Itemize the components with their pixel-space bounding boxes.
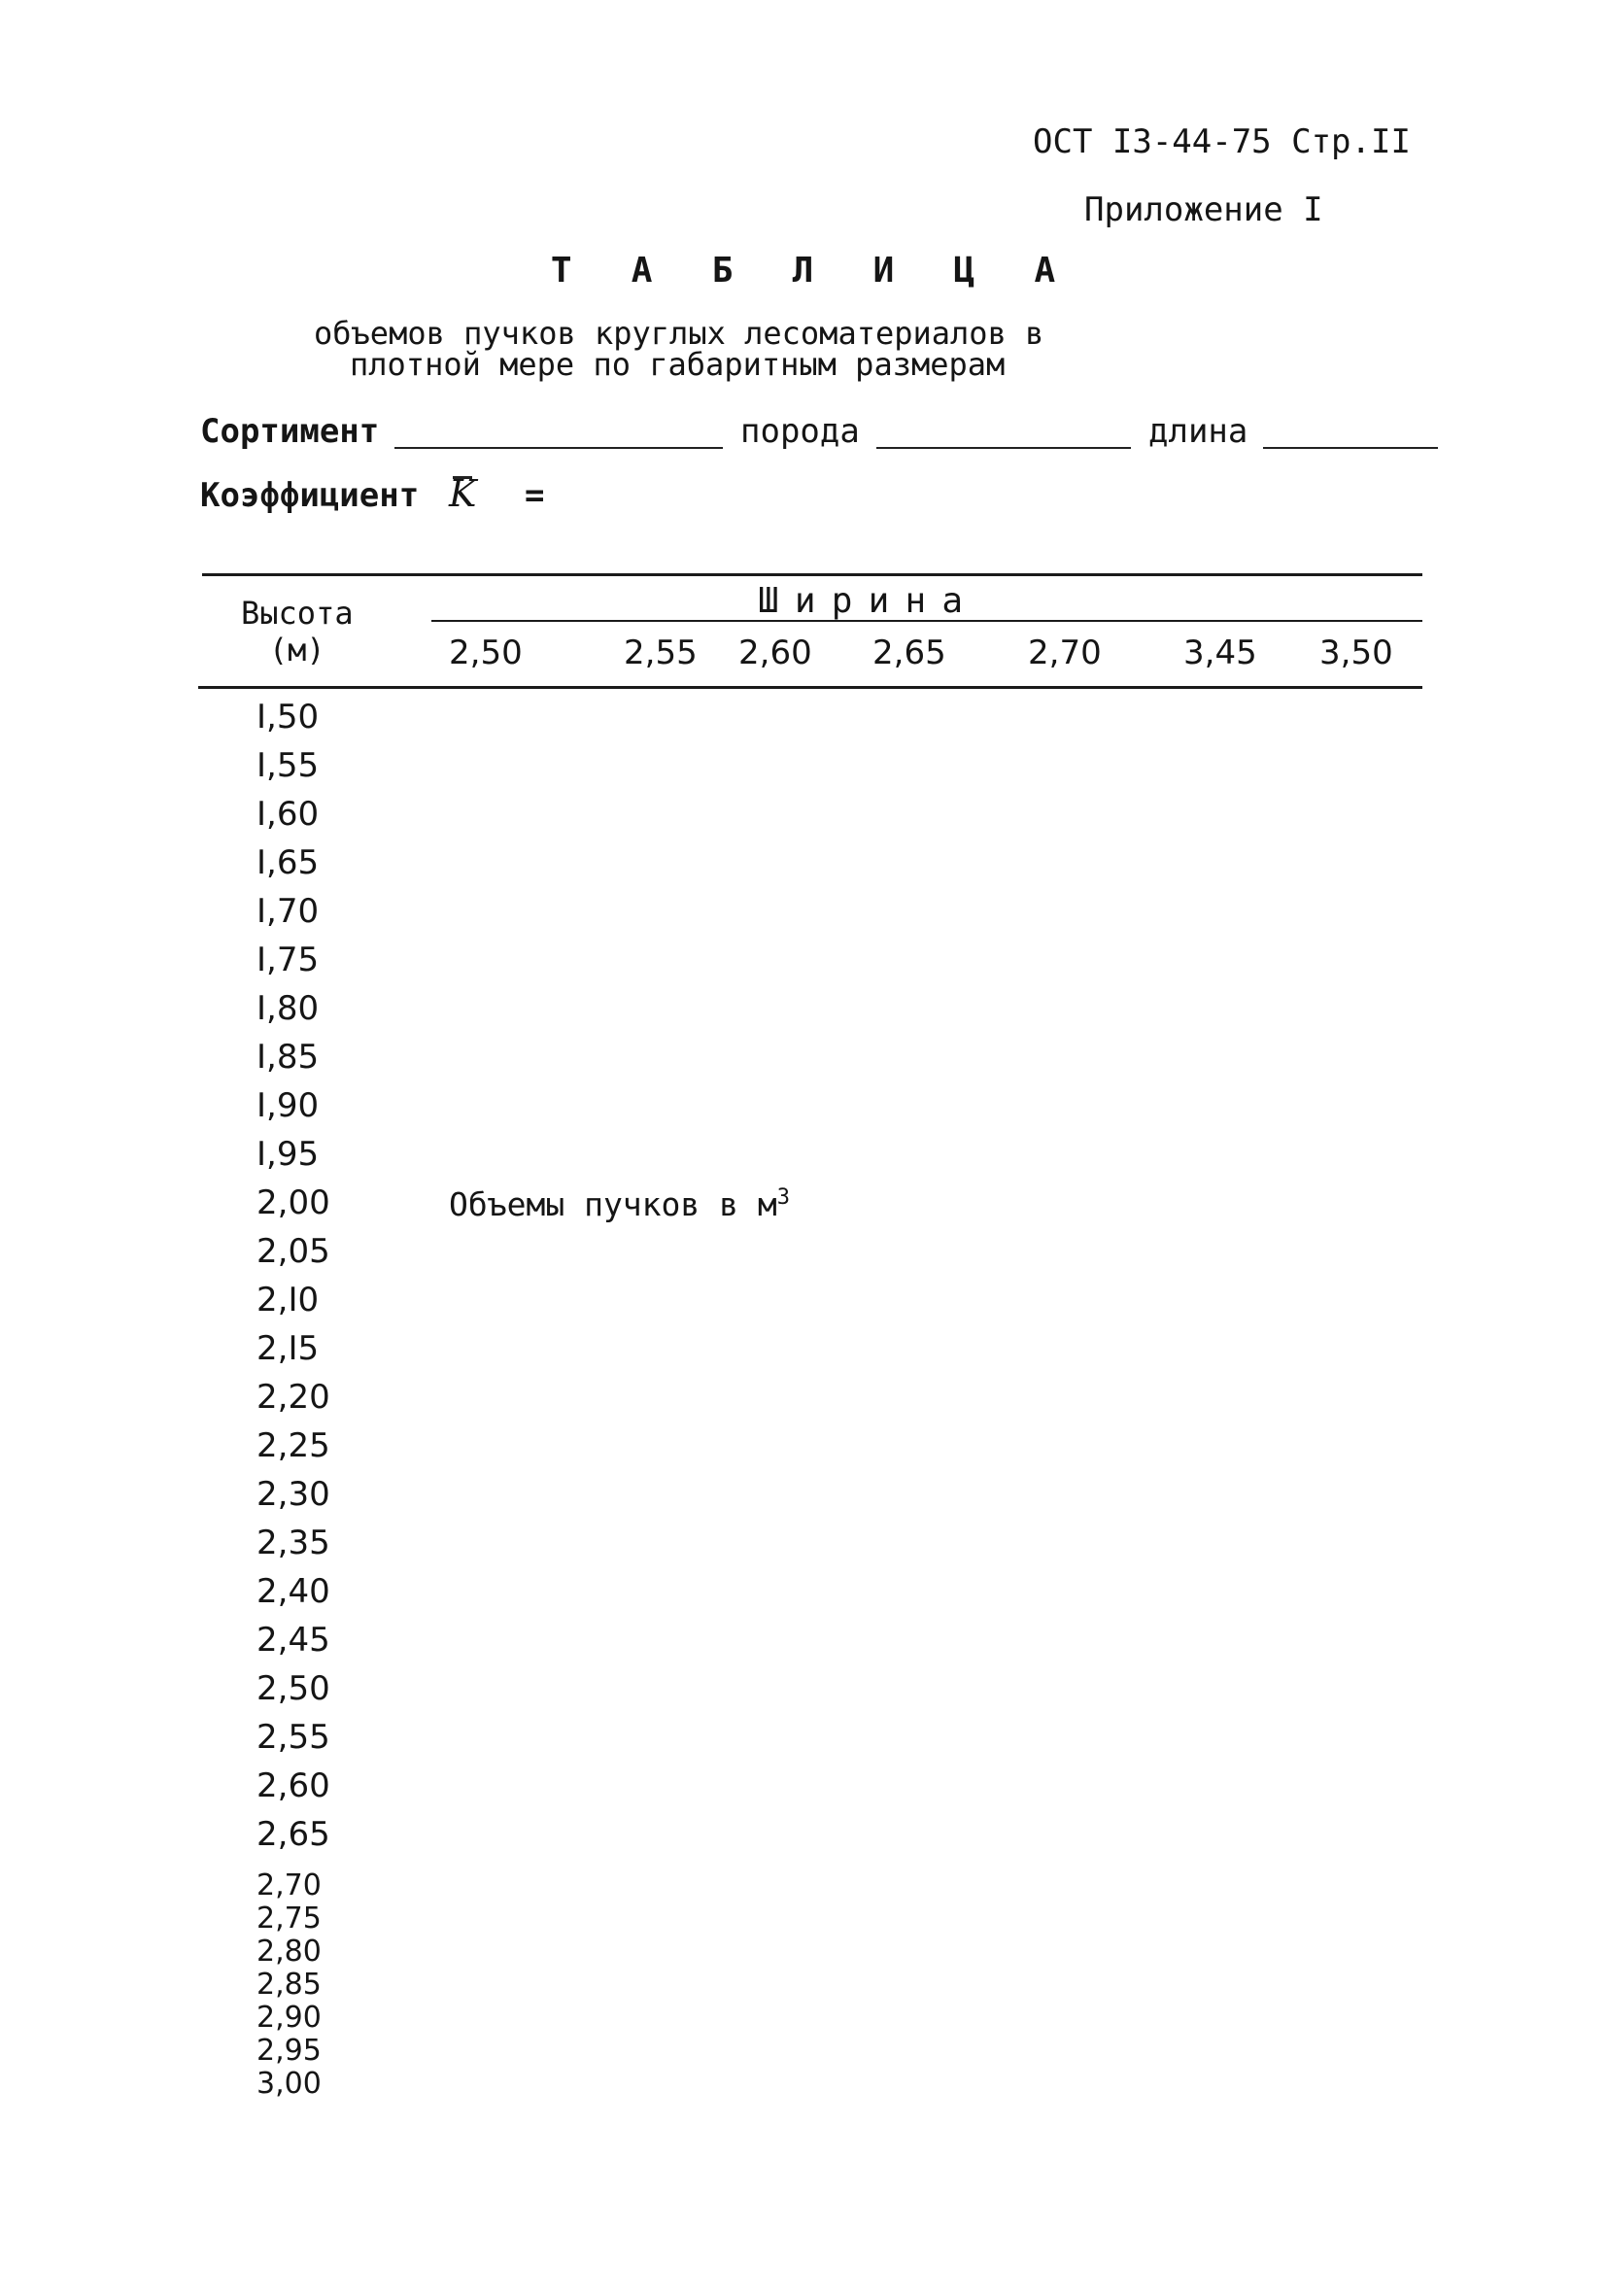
width-column-6: 3,45 (1183, 634, 1257, 672)
equals-sign: = (525, 476, 545, 515)
height-header-unit: (м) (268, 632, 325, 668)
assortment-blank (394, 447, 723, 449)
table-header-bottom-rule (198, 686, 1422, 689)
height-row: 2,85 (256, 1968, 322, 2002)
height-row: I,75 (256, 941, 320, 979)
height-row: I,95 (256, 1135, 320, 1174)
height-row: 2,55 (256, 1718, 330, 1757)
height-row: 2,05 (256, 1232, 330, 1271)
volume-note-text: Объемы пучков в м (449, 1185, 777, 1223)
subtitle-line-1: объемов пучков круглых лесоматериалов в (314, 315, 1044, 352)
width-column-5: 2,70 (1028, 634, 1102, 672)
height-row: 2,20 (256, 1378, 330, 1417)
width-column-4: 2,65 (872, 634, 946, 672)
appendix-label: Приложение I (1084, 190, 1323, 229)
height-row: 2,75 (256, 1902, 322, 1936)
height-row: 2,65 (256, 1815, 330, 1854)
height-row: 2,60 (256, 1766, 330, 1805)
height-row: I,70 (256, 892, 320, 931)
height-row: I,90 (256, 1086, 320, 1125)
height-header (241, 595, 354, 668)
table-title: Т А Б Л И Ц А (550, 251, 1075, 291)
table-top-rule (202, 573, 1422, 576)
width-column-1: 2,50 (449, 634, 523, 672)
height-row: I,60 (256, 795, 320, 834)
species-label: порода (740, 412, 860, 451)
height-row: 2,70 (256, 1868, 322, 1902)
subtitle-line-2: плотной мере по габаритным размерам (350, 346, 1006, 383)
width-column-2: 2,55 (624, 634, 698, 672)
height-row: 2,45 (256, 1621, 330, 1660)
document-code: ОСТ I3-44-75 Стр.II (1033, 122, 1411, 161)
coefficient-symbol: K (449, 472, 477, 515)
length-label: длина (1148, 412, 1248, 451)
height-row: 2,95 (256, 2034, 322, 2068)
height-row: I,50 (256, 698, 320, 737)
height-row: 2,40 (256, 1572, 330, 1611)
assortment-label: Сортимент (200, 412, 380, 451)
width-column-7: 3,50 (1319, 634, 1393, 672)
coefficient-label: Коэффициент (200, 476, 420, 515)
height-row: 2,I5 (256, 1329, 320, 1368)
height-row: I,85 (256, 1038, 320, 1077)
width-header-rule (431, 620, 1422, 622)
volume-note (449, 1185, 790, 1223)
length-blank (1263, 447, 1438, 449)
height-row: I,80 (256, 989, 320, 1028)
height-header-title: Высота (241, 595, 354, 632)
height-row: 2,30 (256, 1475, 330, 1514)
height-row: 2,00 (256, 1183, 330, 1222)
height-row: I,65 (256, 843, 320, 882)
species-blank (876, 447, 1131, 449)
height-row: 2,90 (256, 2001, 322, 2035)
volume-note-exponent: 3 (776, 1185, 791, 1210)
height-row: 2,35 (256, 1524, 330, 1562)
height-row: 2,25 (256, 1426, 330, 1465)
width-column-3: 2,60 (738, 634, 812, 672)
height-row: 2,50 (256, 1669, 330, 1708)
height-row: I,55 (256, 746, 320, 785)
height-row: 2,80 (256, 1935, 322, 1969)
width-header: Ширина (758, 581, 979, 621)
height-row: 3,00 (256, 2067, 322, 2101)
height-row: 2,I0 (256, 1281, 320, 1319)
